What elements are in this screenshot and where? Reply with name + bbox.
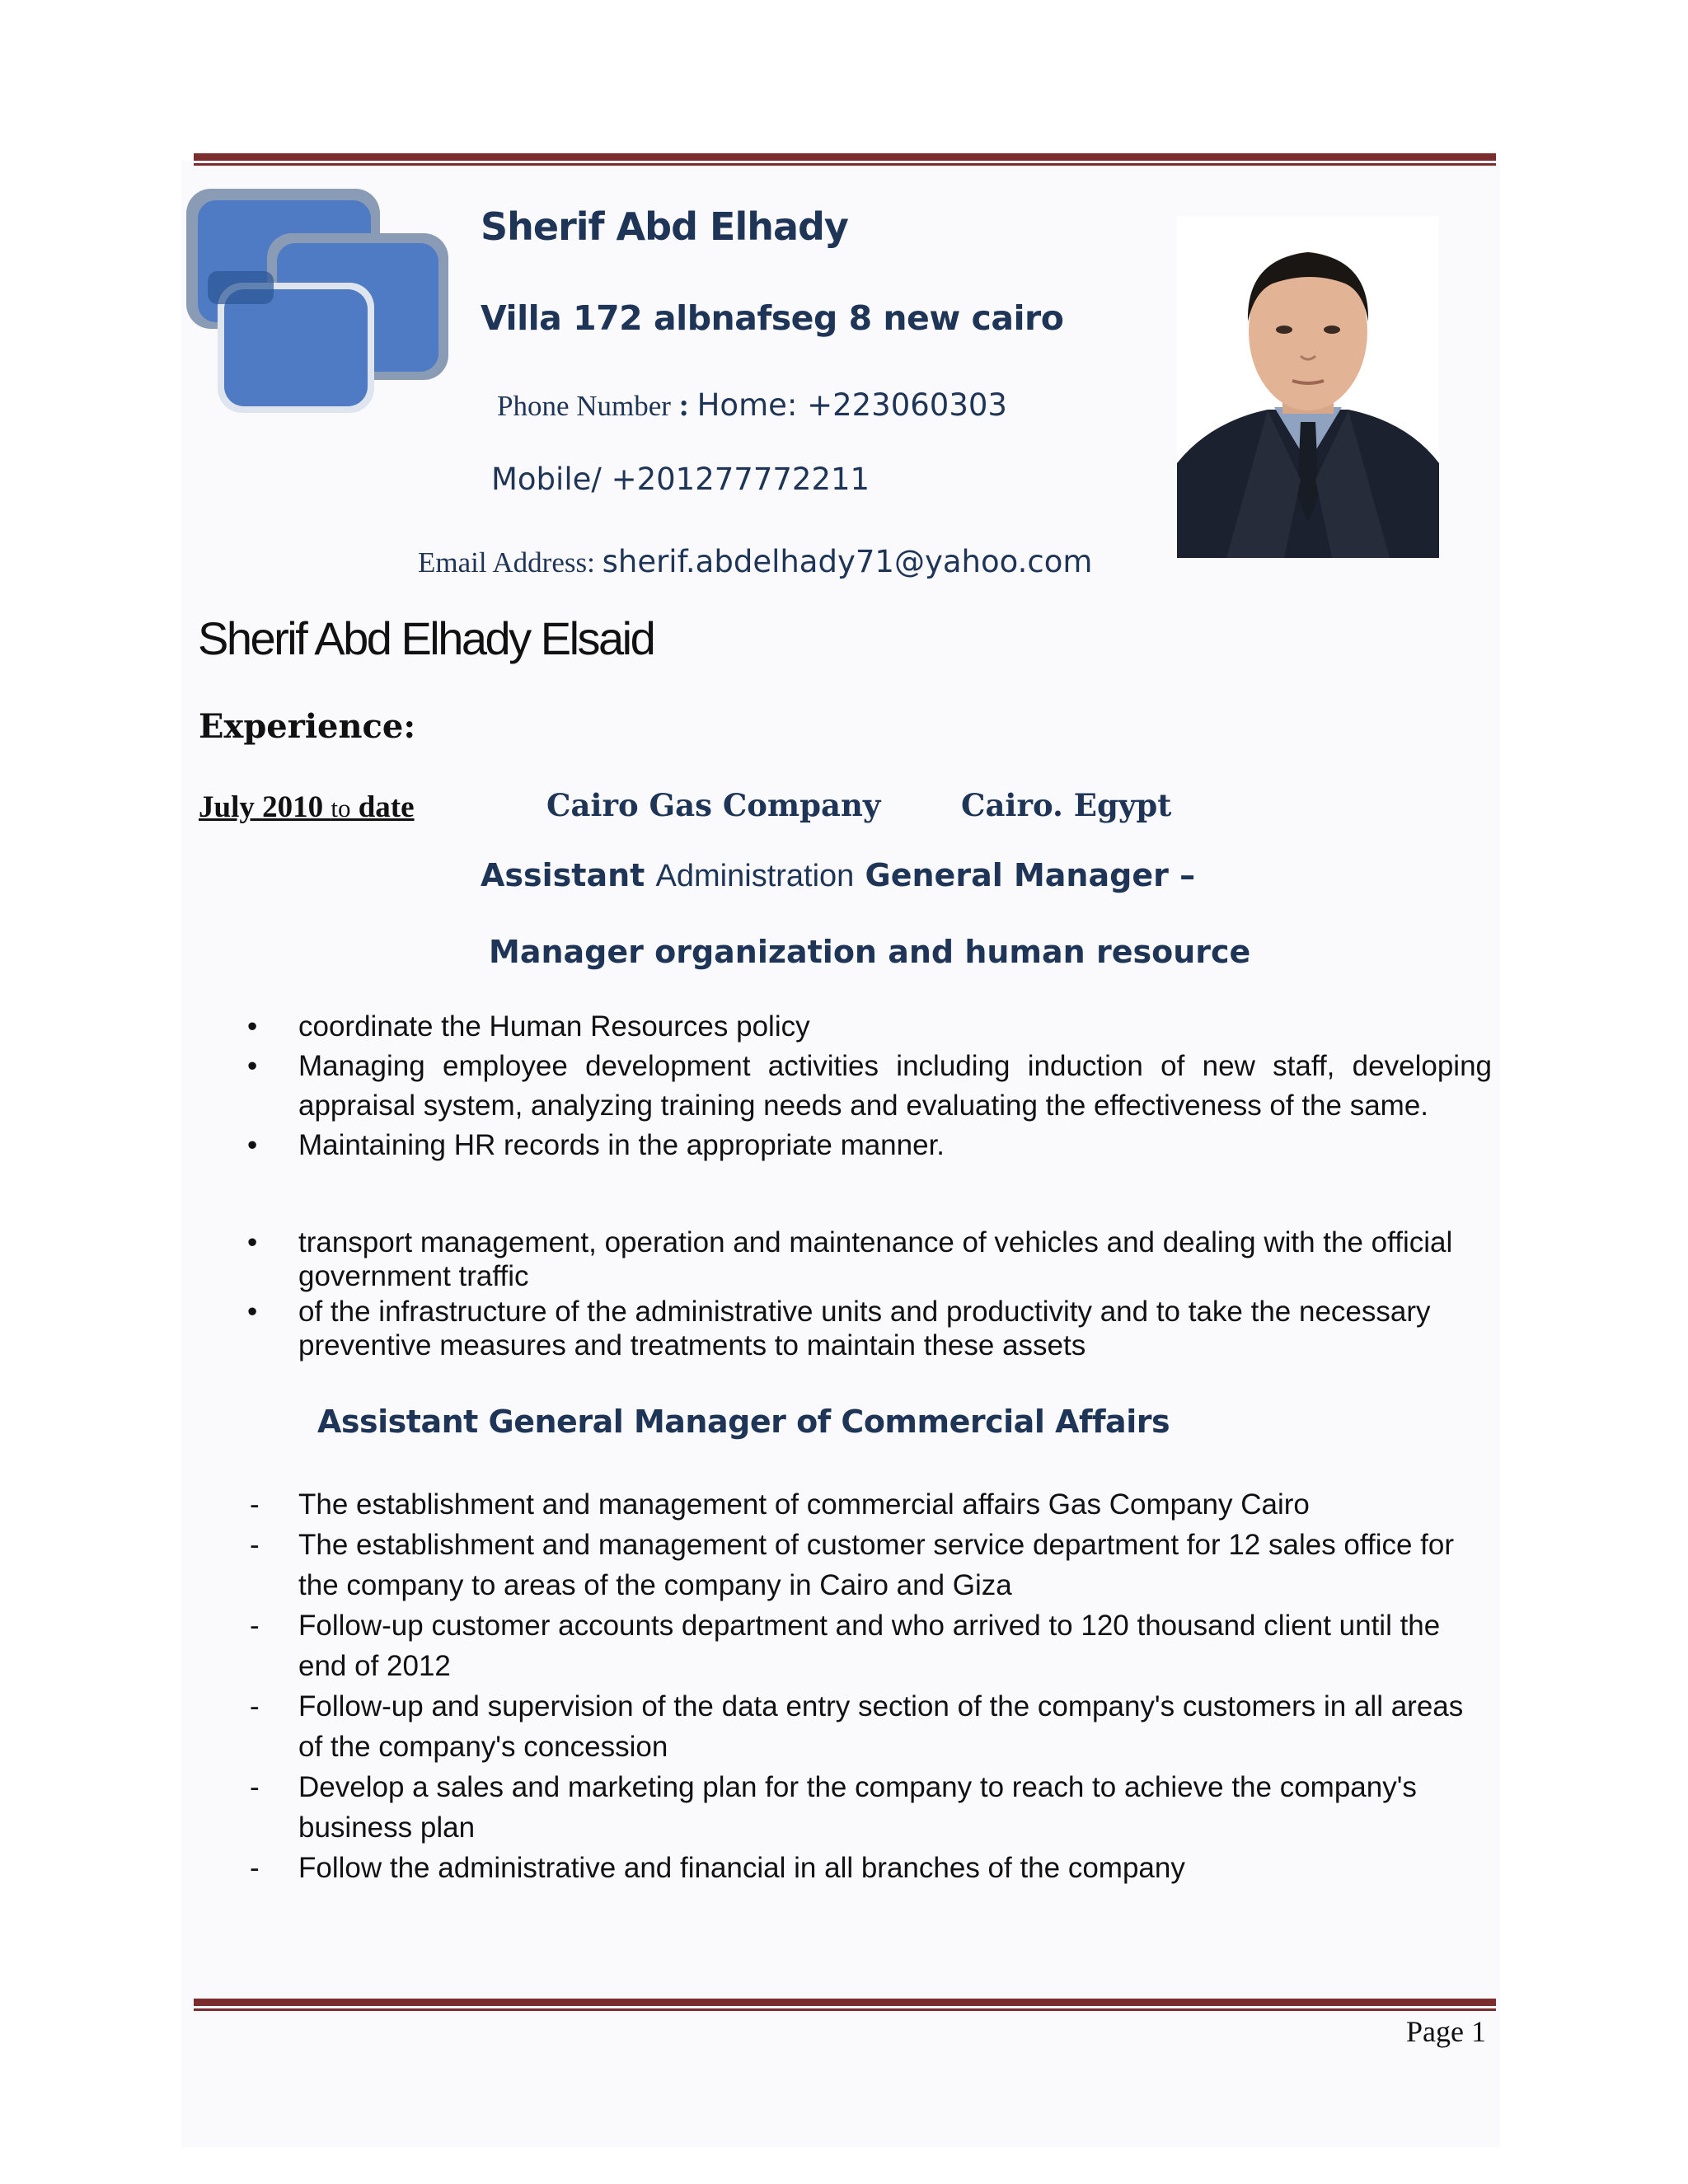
commercial-duties-list <box>247 1484 1492 1888</box>
header-name: Sherif Abd Elhady <box>481 204 848 249</box>
page-number: Page 1 <box>1406 2015 1486 2048</box>
footer-rule <box>194 1999 1496 2011</box>
list-item: - Develop a sales and marketing plan for the company to reach to achieve the company's business plan <box>247 1767 1492 1848</box>
date-to: to <box>331 794 351 823</box>
header-email <box>418 544 1092 579</box>
header-mobile: Mobile/ +201277772211 <box>491 462 870 497</box>
list-item: • Managing employee development activities including induction of new staff, developing appraisal system, analyzing training needs and evaluating the effectiveness of the same. <box>247 1047 1492 1126</box>
hr-duties-list <box>247 1007 1492 1165</box>
list-item: • transport management, operation and maintenance of vehicles and dealing with the official government traffic <box>247 1226 1492 1293</box>
phone-value: Home: +223060303 <box>696 387 1007 423</box>
profile-photo-icon <box>1177 216 1439 558</box>
full-name: Sherif Abd Elhady Elsaid <box>198 612 654 664</box>
role-part1: Assistant <box>481 857 656 893</box>
list-item: - Follow-up customer accounts department and who arrived to 120 thousand client until the end of 2012 <box>247 1605 1492 1686</box>
list-item: - Follow the administrative and financial in all branches of the company <box>247 1848 1492 1888</box>
list-item: • of the infrastructure of the administrative units and productivity and to take the necessary preventive measures and treatments to maintain these assets <box>247 1295 1492 1362</box>
list-item: • coordinate the Human Resources policy <box>247 1007 1492 1047</box>
job-role-title <box>481 857 1195 894</box>
commercial-role-title: Assistant General Manager of Commercial Affairs <box>317 1404 1170 1440</box>
experience-heading: Experience: <box>199 707 416 746</box>
date-start: July 2010 <box>199 790 331 824</box>
stacked-squares-logo-icon <box>183 185 455 416</box>
role-part2: Administration <box>655 859 855 893</box>
header-address: Villa 172 albnafseg 8 new cairo <box>481 298 1064 338</box>
date-end: date <box>350 790 415 824</box>
list-item: • Maintaining HR records in the appropriate manner. <box>247 1126 1492 1165</box>
header-phone <box>497 387 1007 424</box>
job-role-subtitle: Manager organization and human resource <box>489 934 1251 970</box>
job-company: Cairo Gas Company <box>546 787 881 823</box>
phone-colon: : <box>670 388 697 423</box>
list-item: - Follow-up and supervision of the data entry section of the company's customers in all areas of the company's concession <box>247 1686 1492 1767</box>
hr-duties-list-2 <box>247 1226 1492 1362</box>
job-location: Cairo. Egypt <box>961 787 1172 823</box>
header-rule <box>194 153 1496 166</box>
list-item: - The establishment and management of commercial affairs Gas Company Cairo <box>247 1484 1492 1525</box>
email-value[interactable]: sherif.abdelhady71@yahoo.com <box>602 544 1093 579</box>
list-item: - The establishment and management of customer service department for 12 sales office for the company to areas of the company in Cairo and Giza <box>247 1525 1492 1605</box>
phone-label: Phone Number <box>497 390 671 422</box>
job-date <box>199 790 415 825</box>
email-label: Email Address: <box>418 546 603 579</box>
role-part3: General Manager – <box>854 857 1196 893</box>
